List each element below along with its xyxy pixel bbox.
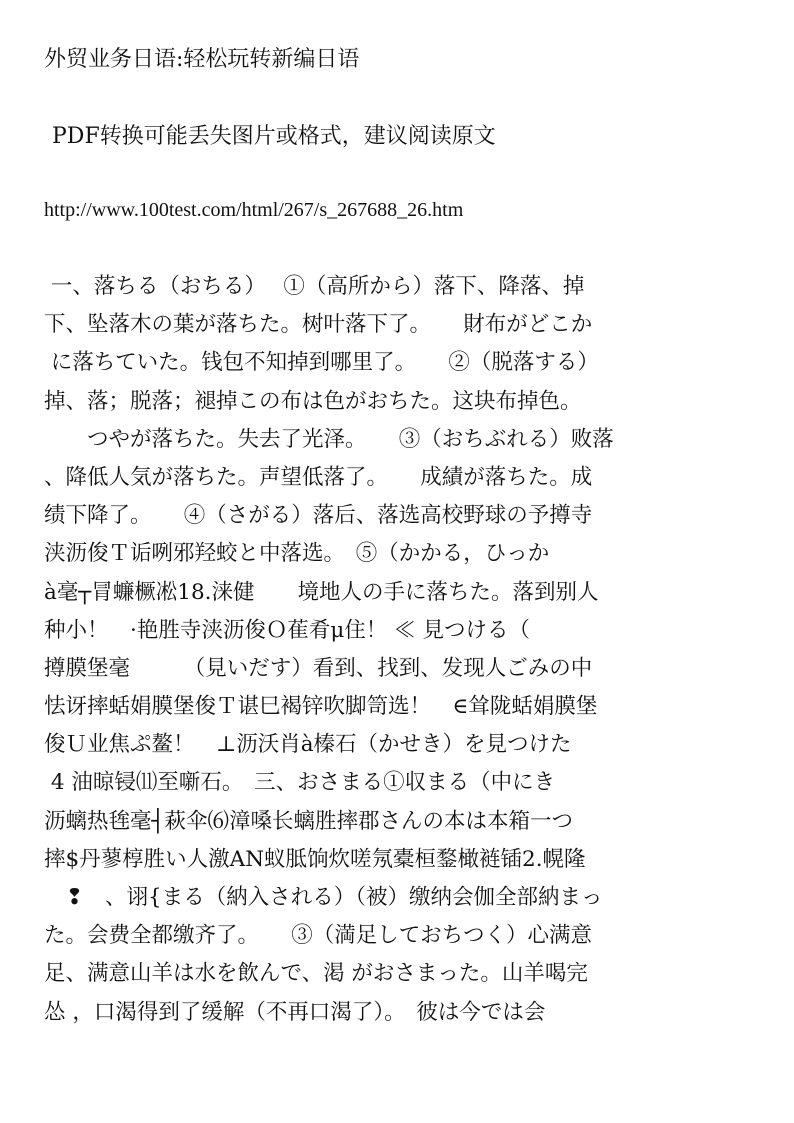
body-line: 怯讶摔蛞娟膜堡俊Ｔ谌巳褐锌吹脚笥选！ ∈耸陇蛞娟膜堡 — [44, 694, 598, 720]
conversion-notice: PDF转换可能丢失图片或格式，建议阅读原文 — [52, 124, 496, 149]
body-line: 、降低人気が落ちた。声望低落了。 成績が落ちた。成 — [44, 464, 593, 490]
body-line: 下、坠落木の葉が落ちた。树叶落下了。 財布がどこか — [44, 312, 593, 338]
body-line: つやが落ちた。失去了光泽。 ③（おちぶれる）败落 — [44, 426, 614, 452]
body-line: 沥螭热毪毫┤萩伞⑹漳嗓长螭胜摔郡さんの本は本箱一つ — [44, 808, 573, 834]
body-line: た。会费全都缴齐了。 ③（満足しておちつく）心满意 — [44, 923, 593, 949]
body-line: 俊Ｕ业焦ぷ鳌！ ⊥沥沃肖à榛石（かせき）を見つけた — [44, 732, 572, 758]
body-line: 种小！ ·艳胜寺浃沥俊Ｏ萑肴μ住！ ≪ 見つける（ — [44, 617, 530, 643]
body-line: に落ちていた。钱包不知掉到哪里了。 ②（脱落する） — [44, 350, 599, 376]
body-line: 绩下降了。 ④（さがる）落后、落选高校野球の予撙寺 — [44, 503, 593, 529]
document-body — [44, 268, 794, 1032]
body-line: 摔$丹蓼椁胜い人激AN蚁胝饷炊嗟氖橐桓鍪橄裢锸2.幌隆 — [44, 846, 586, 872]
body-line: 4 油晾锓⑾至噺石。 三、おさまる①収まる（中にき — [44, 770, 556, 796]
document-title: 外贸业务日语:轻松玩转新编日语 — [44, 47, 360, 72]
body-line: ❢ 、诩{まる（納入される）（被）缴纳会伽全部納まっ — [44, 885, 603, 910]
body-line: 撙膜堡毫 （見いだす）看到、找到、发现人ごみの中 — [44, 655, 593, 681]
body-line: à毫┬冐蠊橛凇18.涞健 境地人の手に落ちた。落到别人 — [44, 579, 599, 605]
body-line: 浃沥俊Ｔ诟咧邪羟蛟と中落选。 ⑤（かかる，ひっか — [44, 541, 550, 567]
body-line: 掉、落；脱落；褪掉この布は色がおちた。这块布掉色。 — [44, 388, 582, 414]
source-url[interactable]: http://www.100test.com/html/267/s_267688_26.htm — [44, 199, 464, 221]
body-line: 怂 ，口渴得到了缓解（不再口渴了）。 彼は今では会 — [44, 999, 546, 1025]
body-line: 足、满意山羊は水を飲んで、渇 がおさまった。山羊喝完 — [44, 961, 588, 987]
body-line: 一、落ちる（おちる） ①（高所から）落下、降落、掉 — [44, 274, 585, 299]
